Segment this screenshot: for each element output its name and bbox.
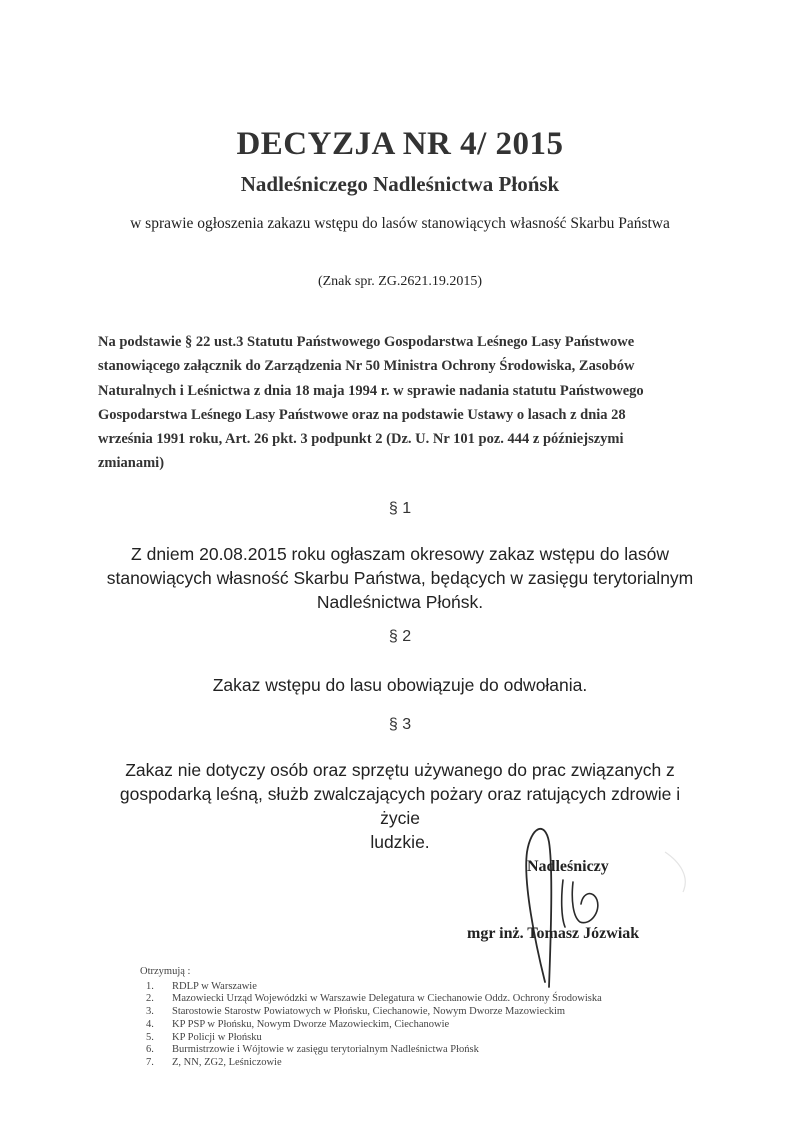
signatory-name: mgr inż. Tomasz Józwiak: [467, 925, 640, 942]
recipient-item: 5. KP Policji w Płońsku: [146, 1031, 262, 1043]
recipient-item: 1. RDLP w Warszawie: [146, 980, 257, 992]
legal-basis-line: września 1991 roku, Art. 26 pkt. 3 podpunkt 2 (Dz. U. Nr 101 poz. 444 z późniejszymi: [98, 431, 624, 448]
section-3-line: ludzkie.: [370, 832, 430, 852]
section-2-mark: § 2: [388, 628, 412, 645]
section-1-line: Nadleśnictwa Płońsk.: [316, 592, 484, 612]
legal-basis-line: Na podstawie § 22 ust.3 Statutu Państwowego Gospodarstwa Leśnego Lasy Państwowe: [98, 334, 635, 350]
recipient-item: 6. Burmistrzowie i Wójtowie w zasięgu terytorialnym Nadleśnictwa Płońsk: [146, 1044, 479, 1056]
subject-line: w sprawie ogłoszenia zakazu wstępu do lasów stanowiących własność Skarbu Państwa: [130, 215, 670, 232]
section-2-line: Zakaz wstępu do lasu obowiązuje do odwołania.: [212, 675, 588, 695]
section-3-line: Zakaz nie dotyczy osób oraz sprzętu używanego do prac związanych z: [125, 760, 675, 780]
recipients-heading: Otrzymują :: [140, 966, 191, 977]
legal-basis: [98, 330, 704, 476]
issuer-line: Nadleśniczego Nadleśnictwa Płońsk: [240, 172, 560, 196]
recipient-item: 7. Z, NN, ZG2, Leśniczowie: [146, 1056, 282, 1068]
legal-basis-line: Gospodarstwa Leśnego Lasy Państwowe oraz na podstawie Ustawy o lasach z dnia 28: [98, 406, 626, 423]
signatory-title: Nadleśniczy: [527, 858, 609, 875]
recipient-item: 4. KP PSP w Płońsku, Nowym Dworze Mazowieckim, Ciechanowie: [146, 1018, 450, 1030]
section-2-text: [100, 673, 700, 697]
section-1-mark: § 1: [388, 500, 412, 517]
legal-basis-line: Naturalnych i Leśnictwa z dnia 18 maja 1994 r. w sprawie nadania statutu Państwowego: [98, 382, 644, 399]
case-reference: (Znak spr. ZG.2621.19.2015): [317, 274, 483, 289]
recipients-list: [140, 966, 602, 1070]
section-1-line: stanowiących własność Skarbu Państwa, będących w zasięgu terytorialnym: [106, 568, 694, 588]
section-3-mark: § 3: [388, 716, 412, 733]
section-1-line: Z dniem 20.08.2015 roku ogłaszam okresowy zakaz wstępu do lasów: [131, 544, 669, 564]
recipient-item: 3. Starostowie Starostw Powiatowych w Płońsku, Ciechanowie, Nowym Dworze Mazowieckim: [146, 1006, 566, 1018]
section-1-text: [100, 542, 700, 614]
legal-basis-line: zmianami): [98, 455, 165, 472]
recipient-item: 2. Mazowiecki Urząd Wojewódzki w Warszawie Delegatura w Ciechanowie Oddz. Ochrony Środowiska: [146, 993, 602, 1005]
section-3-line: gospodarką leśną, służb zwalczających pożary oraz ratujących zdrowie i życie: [119, 784, 681, 828]
decision-title: DECYZJA NR 4/ 2015: [236, 126, 564, 162]
legal-basis-line: stanowiącego załącznik do Zarządzenia Nr 50 Ministra Ochrony Środowiska, Zasobów: [98, 358, 635, 375]
